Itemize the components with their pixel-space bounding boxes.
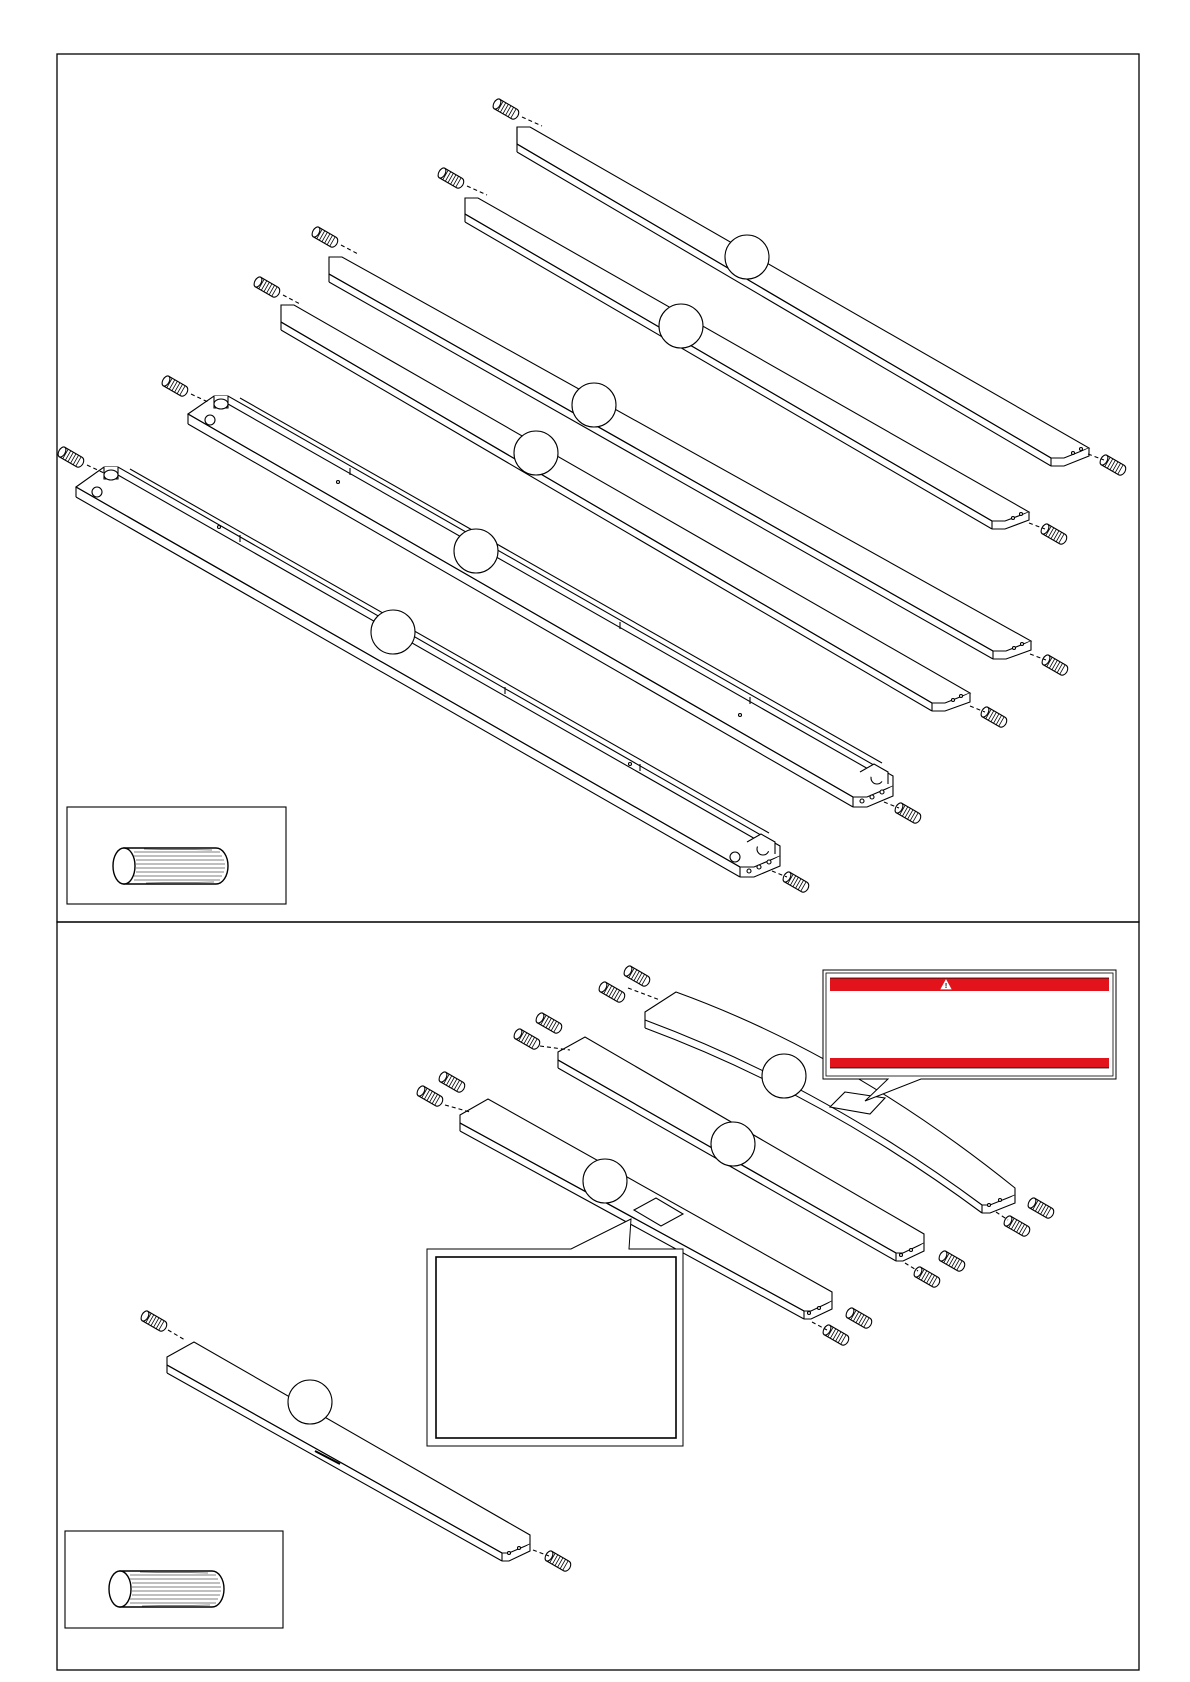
wooden-dowel-icon xyxy=(113,848,228,884)
bottom-panel xyxy=(65,965,1116,1628)
top-panel xyxy=(56,98,1127,904)
part-number-callout xyxy=(711,1122,755,1166)
part-number-callout xyxy=(762,1054,806,1098)
part-number-callout xyxy=(572,383,616,427)
wooden-dowel-icon xyxy=(109,1571,224,1607)
part-number-callout xyxy=(514,431,558,475)
part-number-callout xyxy=(583,1159,627,1203)
label-detail-callout xyxy=(427,1219,683,1446)
part-number-callout xyxy=(659,304,703,348)
part-number-callout xyxy=(288,1380,332,1424)
part-number-callout xyxy=(454,529,498,573)
part-number-callout xyxy=(371,610,415,654)
warning-footer-bar xyxy=(830,1058,1109,1068)
part-number-callout xyxy=(725,235,769,279)
svg-text:!: ! xyxy=(944,983,948,990)
warning-label-callout xyxy=(823,970,1116,1101)
warning-header-bar xyxy=(830,978,1109,991)
